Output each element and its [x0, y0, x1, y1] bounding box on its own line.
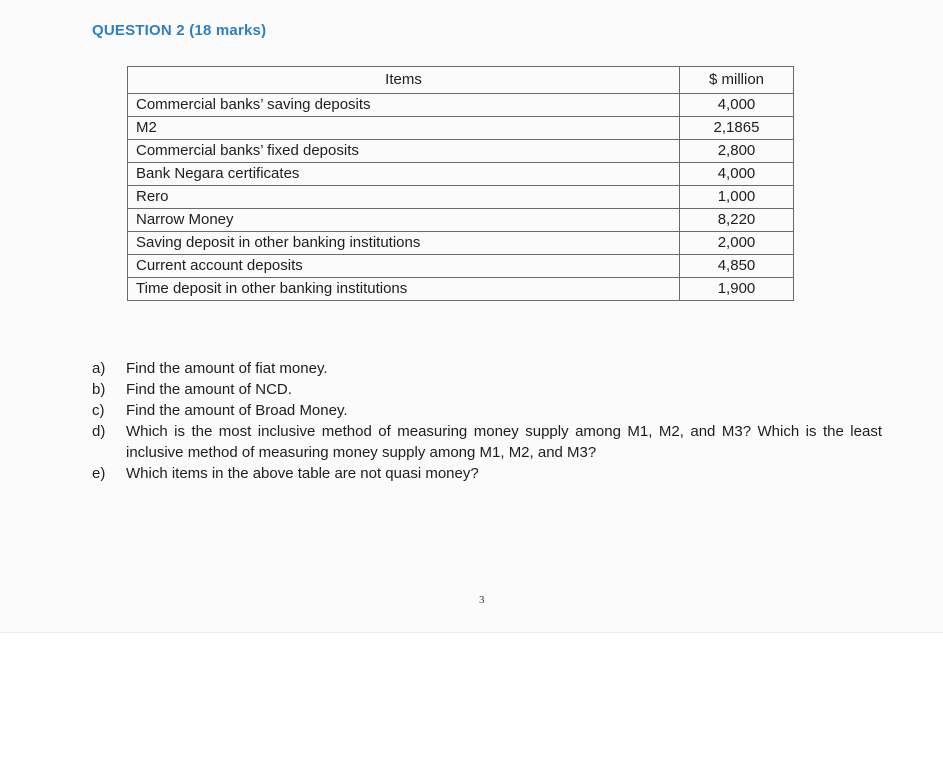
- question-item-d: [92, 421, 882, 463]
- value-cell: 8,220: [680, 209, 794, 232]
- question-item-a: [92, 358, 882, 379]
- items-column-header: Items: [128, 67, 680, 94]
- table-row: [128, 255, 794, 278]
- question-label: e): [92, 465, 106, 482]
- item-cell: Bank Negara certificates: [128, 163, 680, 186]
- table-row: [128, 140, 794, 163]
- money-supply-table: [127, 66, 794, 301]
- value-cell: 4,850: [680, 255, 794, 278]
- value-cell: 1,000: [680, 186, 794, 209]
- question-list: [92, 358, 882, 484]
- question-heading: QUESTION 2 (18 marks): [92, 22, 267, 39]
- table-row: [128, 278, 794, 301]
- value-cell: 2,000: [680, 232, 794, 255]
- table-header-row: [128, 67, 794, 94]
- question-text: Find the amount of NCD.: [126, 381, 292, 398]
- table-row: [128, 94, 794, 117]
- question-item-c: [92, 400, 882, 421]
- value-cell: 2,1865: [680, 117, 794, 140]
- question-item-e: [92, 463, 882, 484]
- question-text: Find the amount of Broad Money.: [126, 402, 348, 419]
- table-row: [128, 163, 794, 186]
- table-row: [128, 117, 794, 140]
- question-label: a): [92, 360, 106, 377]
- item-cell: Commercial banks’ saving deposits: [128, 94, 680, 117]
- item-cell: M2: [128, 117, 680, 140]
- page-number: 3: [479, 594, 485, 606]
- question-label: c): [92, 402, 105, 419]
- table-row: [128, 209, 794, 232]
- item-cell: Time deposit in other banking institutions: [128, 278, 680, 301]
- question-text: Find the amount of fiat money.: [126, 360, 328, 377]
- question-text: Which items in the above table are not quasi money?: [126, 465, 479, 482]
- value-cell: 4,000: [680, 94, 794, 117]
- table-row: [128, 232, 794, 255]
- item-cell: Saving deposit in other banking institutions: [128, 232, 680, 255]
- item-cell: Narrow Money: [128, 209, 680, 232]
- item-cell: Current account deposits: [128, 255, 680, 278]
- question-item-b: [92, 379, 882, 400]
- value-cell: 1,900: [680, 278, 794, 301]
- value-cell: 2,800: [680, 140, 794, 163]
- item-cell: Commercial banks’ fixed deposits: [128, 140, 680, 163]
- question-text: Which is the most inclusive method of measuring money supply among M1, M2, and M3? Which is the least inclusive method of measuring money supply among M1, M2, and M3?: [126, 423, 882, 461]
- question-label: b): [92, 381, 106, 398]
- table-row: [128, 186, 794, 209]
- million-column-header: $ million: [680, 67, 794, 94]
- item-cell: Rero: [128, 186, 680, 209]
- question-label: d): [92, 423, 106, 440]
- value-cell: 4,000: [680, 163, 794, 186]
